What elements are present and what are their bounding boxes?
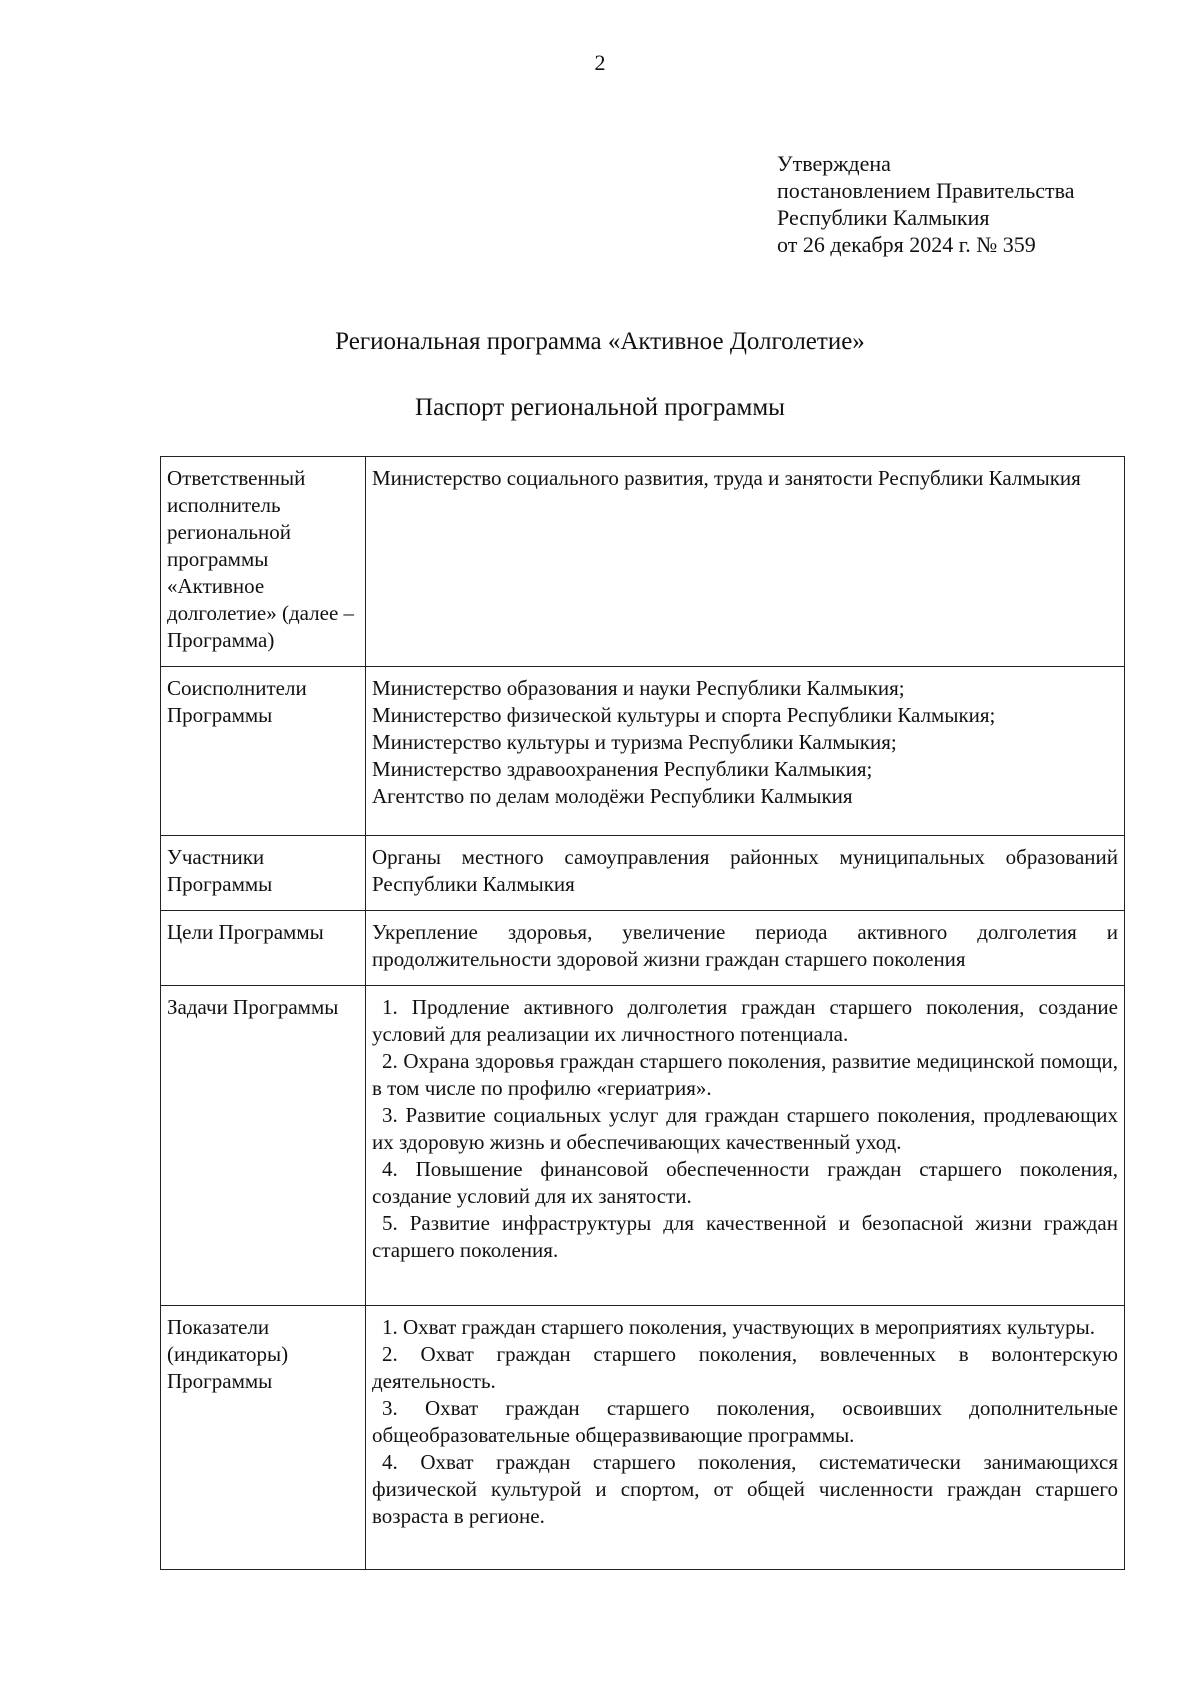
indicators-label: Показатели (индикаторы) Программы bbox=[161, 1306, 366, 1570]
task-item: 5. Развитие инфраструктуры для качественной и безопасной жизни граждан старшего поколения. bbox=[372, 1211, 1118, 1262]
task-item: 4. Повышение финансовой обеспеченности граждан старшего поколения, создание условий для их занятости. bbox=[372, 1157, 1118, 1208]
table-row-indicators bbox=[161, 1306, 1125, 1570]
table-row-tasks bbox=[161, 986, 1125, 1306]
approval-line-4: от 26 декабря 2024 г. № 359 bbox=[777, 232, 1036, 257]
approval-line-2: постановлением Правительства bbox=[777, 178, 1075, 203]
executor-label: Ответственный исполнитель региональной программы «Активное долголетие» (далее – Программа) bbox=[161, 457, 366, 667]
indicator-item: 4. Охват граждан старшего поколения, систематически занимающихся физической культурой и спортом, от общей численности граждан старшего возраста в регионе. bbox=[372, 1450, 1118, 1528]
indicators-value bbox=[366, 1306, 1125, 1570]
page-number: 2 bbox=[594, 50, 606, 75]
goals-label: Цели Программы bbox=[161, 911, 366, 986]
co-executor-item: Министерство физической культуры и спорта Республики Калмыкия; bbox=[372, 703, 996, 727]
co-executors-label: Соисполнители Программы bbox=[161, 667, 366, 836]
table-row-co-executors bbox=[161, 667, 1125, 836]
task-item: 1. Продление активного долголетия граждан старшего поколения, создание условий для реализации их личностного потенциала. bbox=[372, 995, 1118, 1046]
table-row-participants bbox=[161, 836, 1125, 911]
task-item: 2. Охрана здоровья граждан старшего поколения, развитие медицинской помощи, в том числе по профилю «гериатрия». bbox=[372, 1049, 1118, 1100]
executor-value: Министерство социального развития, труда и занятости Республики Калмыкия bbox=[366, 457, 1125, 667]
co-executor-item: Министерство культуры и туризма Республики Калмыкия; bbox=[372, 730, 897, 754]
document-title: Региональная программа «Активное Долголетие» bbox=[335, 328, 865, 355]
task-item: 3. Развитие социальных услуг для граждан старшего поколения, продлевающих их здоровую жизнь и обеспечивающих качественный уход. bbox=[372, 1103, 1118, 1154]
approval-stamp bbox=[777, 150, 1075, 258]
indicator-item: 3. Охват граждан старшего поколения, освоивших дополнительные общеобразовательные общеразвивающие программы. bbox=[372, 1396, 1118, 1447]
indicator-item: 2. Охват граждан старшего поколения, вовлеченных в волонтерскую деятельность. bbox=[372, 1342, 1118, 1393]
document-subtitle: Паспорт региональной программы bbox=[415, 394, 785, 421]
participants-value: Органы местного самоуправления районных муниципальных образований Республики Калмыкия bbox=[366, 836, 1125, 911]
passport-table bbox=[160, 456, 1125, 1570]
co-executor-item: Агентство по делам молодёжи Республики Калмыкия bbox=[372, 784, 853, 808]
table-row-goals bbox=[161, 911, 1125, 986]
table-row-executor bbox=[161, 457, 1125, 667]
co-executors-value bbox=[366, 667, 1125, 836]
goals-value: Укрепление здоровья, увеличение периода активного долголетия и продолжительности здоровой жизни граждан старшего поколения bbox=[366, 911, 1125, 986]
approval-line-3: Республики Калмыкия bbox=[777, 205, 990, 230]
participants-label: Участники Программы bbox=[161, 836, 366, 911]
co-executor-item: Министерство образования и науки Республики Калмыкия; bbox=[372, 676, 905, 700]
co-executor-item: Министерство здравоохранения Республики Калмыкия; bbox=[372, 757, 873, 781]
approval-line-1: Утверждена bbox=[777, 151, 891, 176]
tasks-value bbox=[366, 986, 1125, 1306]
indicator-item: 1. Охват граждан старшего поколения, участвующих в мероприятиях культуры. bbox=[382, 1315, 1096, 1339]
tasks-label: Задачи Программы bbox=[161, 986, 366, 1306]
